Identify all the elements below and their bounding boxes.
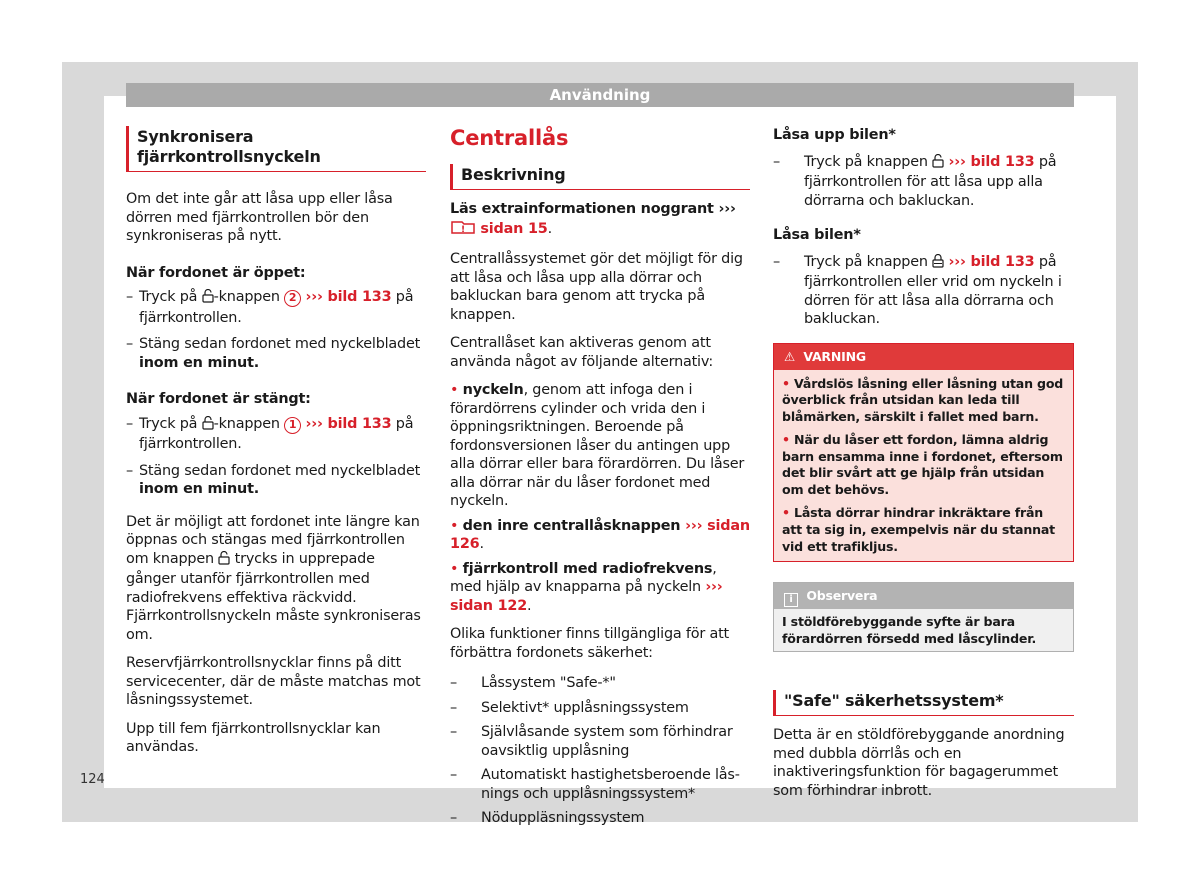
bullet-dot: • xyxy=(782,431,790,447)
figure-link[interactable]: ››› bild 133 xyxy=(305,415,392,432)
page-link[interactable]: ››› sidan 126 xyxy=(450,517,750,552)
list-item: – Låssystem "Safe-*" xyxy=(450,674,750,693)
bullet-dot: • xyxy=(782,505,790,521)
figure-link[interactable]: ››› bild 133 xyxy=(948,153,1035,170)
paragraph-max-keys: Upp till fem fjärrkontrollsnycklar kan användas. xyxy=(126,720,381,755)
lock-icon xyxy=(932,254,944,274)
section-header: Användning xyxy=(126,83,1074,107)
paragraph-reserve: Reservfjärrkontrollsnycklar finns på ditt servicecenter, där de måste matchas mot låsningssystemet. xyxy=(126,655,421,708)
bullet-dot: • xyxy=(450,382,459,398)
list-item: – Nöduppläsningssystem xyxy=(450,809,750,828)
unlock-title: Låsa upp bilen* xyxy=(773,127,896,143)
callout-number: 2 xyxy=(284,290,301,307)
warning-header: ⚠ VARNING xyxy=(774,344,1073,370)
list-item: – Automatiskt hastighetsberoende låsnings och upplåsningssystem* xyxy=(450,766,750,803)
bullet-inner-button: • den inre centrallåsknappen ››› sidan 126. xyxy=(450,517,750,552)
heading-synkronisera: Synkronisera fjärrkontrollsnyckeln xyxy=(126,126,426,172)
callout-number: 1 xyxy=(284,417,301,434)
note-body: I stöldförebyggande syfte är bara förardörren försedd med låscylinder. xyxy=(782,614,1037,647)
closed-title: När fordonet är stängt: xyxy=(126,391,311,407)
warning-item: • Vårdslös låsning eller låsning utan god överblick från utsidan kan leda till blåmärken, särskilt i fallet med barn. xyxy=(782,375,1064,425)
page-link[interactable]: sidan 15 xyxy=(480,220,548,237)
warning-item: • Låsta dörrar hindrar inkräktare från att ta sig in, exempelvis när du stannat vid ett trafikljus. xyxy=(782,505,1055,554)
warning-box xyxy=(773,343,1074,563)
column-left xyxy=(126,126,426,767)
bullet-key: • nyckeln, genom att infoga den i förardörrens cylinder och vrida den i öppningsriktningen. Beroende på fordonsversionen låser du antingen upp alla dörrar eller bara förardörren. Du låser alla dörrar när du låser fordonet med nyckeln. xyxy=(450,382,745,509)
unlock-icon xyxy=(932,154,944,174)
page-number: 124 xyxy=(80,772,105,787)
bullet-dot: • xyxy=(450,517,459,534)
paragraph-safe: Detta är en stöldförebyggande anordning med dubbla dörrlås och en inaktiveringsfunktion för bagagerummet som förhindrar inbrott. xyxy=(773,727,1065,799)
unlock-icon xyxy=(218,551,230,571)
column-right xyxy=(773,126,1074,810)
page-link[interactable]: ››› sidan 122 xyxy=(450,579,723,614)
bullet-dot: • xyxy=(450,560,459,577)
warning-body xyxy=(774,370,1073,562)
open-step-2: – Stäng sedan fordonet med nyckelbladet inom en minut. xyxy=(126,335,426,372)
heading-beskrivning: Beskrivning xyxy=(450,164,750,190)
open-step-1: – Tryck på -knappen 2 ››› bild 133 på fjärrkontrollen. xyxy=(126,288,426,327)
open-title: När fordonet är öppet: xyxy=(126,264,306,281)
note-header: i Observera xyxy=(774,583,1073,609)
paragraph-functions: Olika funktioner finns tillgängliga för att förbättra fordonets säkerhet: xyxy=(450,626,729,661)
read-info-line: Läs extrainformationen noggrant ››› ! sidan 15. xyxy=(450,200,750,240)
figure-link[interactable]: ››› bild 133 xyxy=(305,289,392,305)
lock-title: Låsa bilen* xyxy=(773,227,861,243)
lock-step: – Tryck på knappen ››› bild 133 på fjärrkontrollen eller vrid om nyckeln i dörren för att låsa alla dörrarna och bakluckan. xyxy=(773,253,1074,329)
column-middle xyxy=(450,126,750,834)
bullet-remote: • fjärrkontroll med radiofrekvens, med hjälp av knapparna på nyckeln ››› sidan 122. xyxy=(450,560,723,614)
figure-link[interactable]: ››› bild 133 xyxy=(948,253,1035,270)
paragraph-resync: Det är möjligt att fordonet inte längre kan öppnas och stängas med fjärrkontrollen om knappen trycks in upprepade gånger utanför fjärrkontrollen med radiofrekvens effektiva räckvidd. Fjärrkontrollsnyckeln måste synkroniseras om. xyxy=(126,513,421,643)
closed-step-1: – Tryck på -knappen 1 ››› bild 133 på fjärrkontrollen. xyxy=(126,415,426,454)
info-icon: i xyxy=(784,593,798,607)
list-item: – Selektivt* upplåsningssystem xyxy=(450,699,750,718)
closed-step-2: – Stäng sedan fordonet med nyckelbladet inom en minut. xyxy=(126,462,426,499)
bullet-dot: • xyxy=(782,375,790,391)
book-warning-icon xyxy=(450,219,476,241)
warning-triangle-icon: ⚠ xyxy=(784,348,796,364)
unlock-open-icon xyxy=(202,416,214,436)
heading-safe: "Safe" säkerhetssystem* xyxy=(773,690,1074,716)
title-centrallas: Centrallås xyxy=(450,126,569,150)
intro-paragraph: Om det inte går att låsa upp eller låsa dörren med fjärrkontrollen bör den synkroniseras på nytt. xyxy=(126,191,393,244)
list-item: – Självlåsande system som förhindrar oavsiktlig upplåsning xyxy=(450,723,750,760)
note-box xyxy=(773,582,1074,652)
unlock-icon xyxy=(202,289,214,309)
paragraph-activate: Centrallåset kan aktiveras genom att använda något av följande alternativ: xyxy=(450,335,714,370)
paragraph-system: Centrallåssystemet gör det möjligt för dig att låsa och låsa upp alla dörrar och bakluckan bara genom att trycka på knappen. xyxy=(450,251,743,323)
warning-item: • När du låser ett fordon, lämna aldrig barn ensamma inne i fordonet, eftersom det blir svårt att ge hjälp från utsidan om det behövs. xyxy=(782,431,1063,498)
svg-text:!: ! xyxy=(461,224,465,235)
unlock-step: – Tryck på knappen ››› bild 133 på fjärrkontrollen för att låsa upp alla dörrarna och bakluckan. xyxy=(773,153,1074,211)
